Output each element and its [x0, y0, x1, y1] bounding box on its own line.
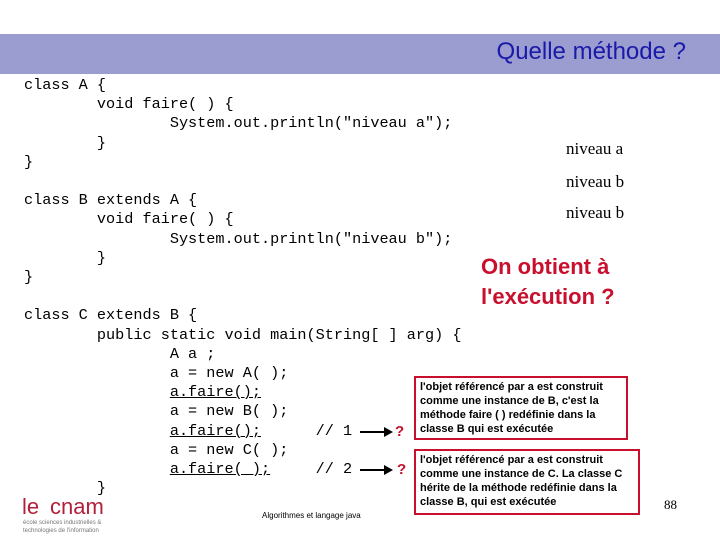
question-mark-1: ?: [395, 423, 405, 440]
code-line: }: [24, 152, 34, 171]
slide-title: Quelle méthode ?: [496, 38, 686, 65]
code-line: void faire( ) {: [24, 95, 234, 114]
logo-tagline-1: école sciences industrielles &: [23, 520, 102, 526]
code-comment: // 2: [270, 460, 353, 479]
output-line-1: niveau a: [566, 139, 624, 158]
code-line: a = new B( );: [24, 402, 289, 421]
explanation-box-2: l'objet référencé par a est construit comme une instance de C. La classe C hérite de la méthode redéfinie dans la classe B, qui est exécutée: [414, 449, 640, 515]
code-line: a.faire();: [169, 421, 261, 440]
output-line-3: niveau b: [566, 203, 625, 222]
code-line: }: [24, 479, 107, 498]
code-line: }: [24, 268, 34, 287]
code-indent: [24, 460, 170, 478]
execution-question: On obtient à l'exécution ?: [481, 254, 615, 309]
code-line: }: [24, 248, 107, 267]
code-line: System.out.println("niveau a");: [24, 114, 453, 133]
code-line: a.faire( );: [169, 460, 271, 479]
logo-tagline-2: technologies de l'information: [23, 528, 99, 534]
question-mark-2: ?: [397, 461, 407, 478]
code-line: class A {: [24, 76, 107, 94]
code-line: class B extends A {: [24, 191, 198, 210]
code-comment: // 1: [260, 421, 353, 440]
code-line: a = new A( );: [24, 364, 289, 383]
svg-text:cnam: cnam: [50, 494, 104, 519]
explanation-box-1: l'objet référencé par a est construit comme une instance de B, c'est la méthode faire ( ) redéfinie dans la classe B qui est exécutée: [414, 376, 628, 440]
footer-text: Algorithmes et langage java: [262, 511, 361, 520]
page-number: 88: [664, 497, 677, 512]
code-line: void faire( ) {: [24, 210, 234, 229]
arrow-right-icon: [360, 424, 394, 440]
code-indent: [24, 422, 170, 440]
code-line: }: [24, 133, 107, 152]
arrow-right-icon: [360, 462, 394, 478]
cnam-logo: [22, 492, 122, 536]
cnam-logo-mark: [22, 492, 122, 536]
code-line: a = new C( );: [24, 440, 289, 459]
svg-text:le: le: [22, 494, 40, 519]
code-line: System.out.println("niveau b");: [24, 229, 453, 248]
output-line-2: niveau b: [566, 172, 625, 191]
code-line: a.faire();: [169, 383, 261, 402]
code-indent: [24, 383, 170, 401]
code-line: public static void main(String[ ] arg) {: [24, 325, 462, 344]
code-line: A a ;: [24, 344, 216, 363]
code-line: class C extends B {: [24, 306, 198, 325]
